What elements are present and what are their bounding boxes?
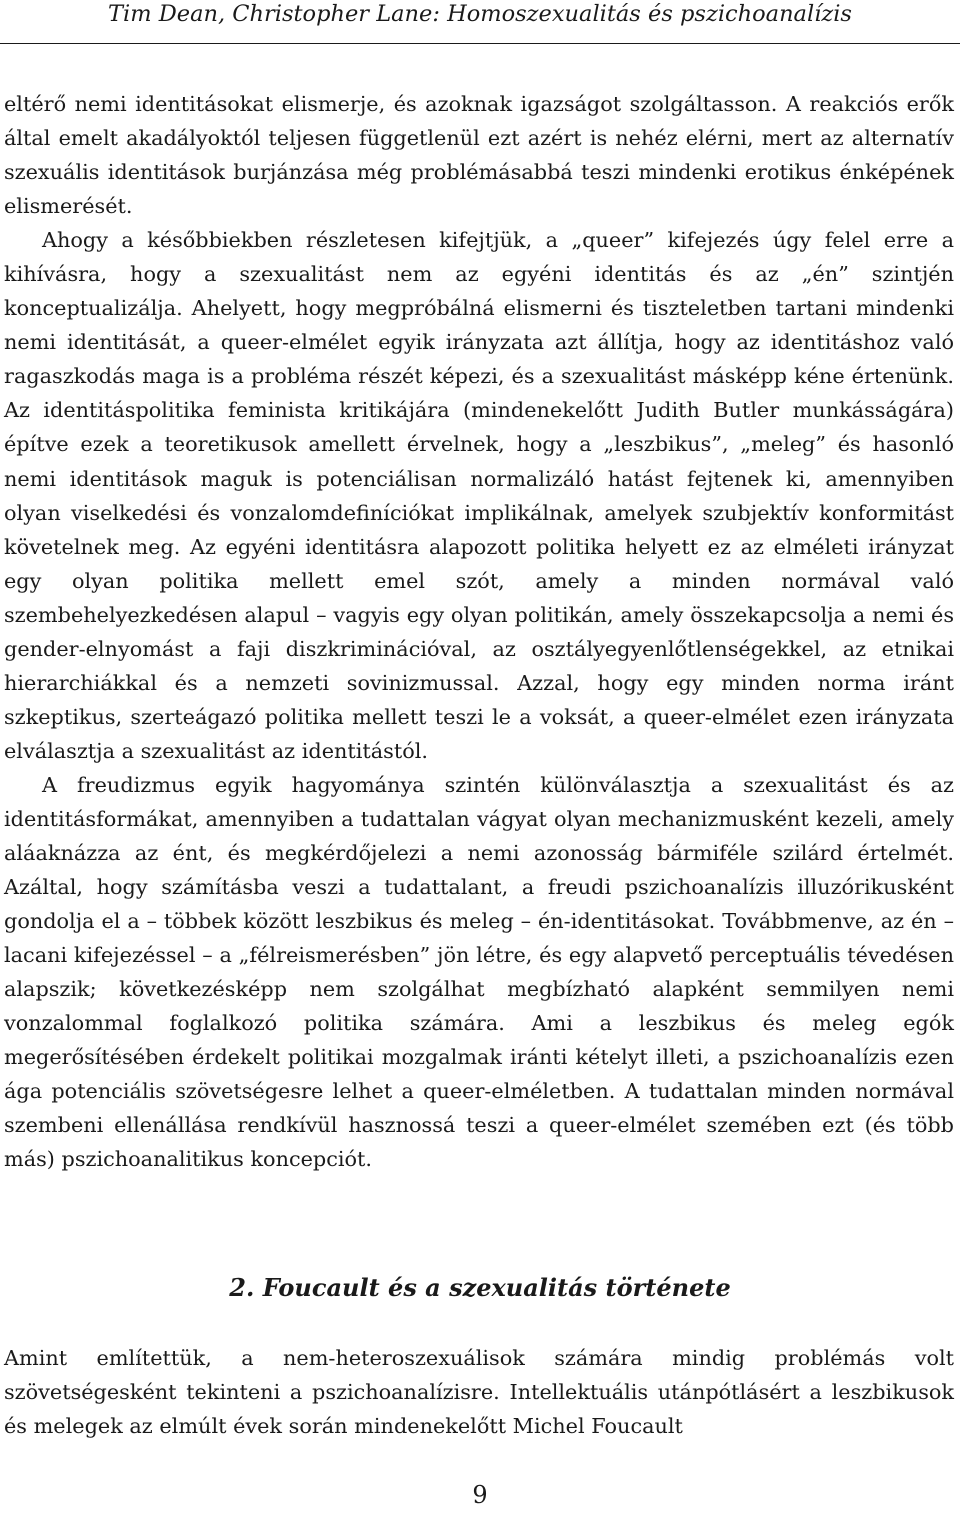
section-heading: 2. Foucault és a szexualitás története bbox=[229, 1273, 731, 1302]
body-text bbox=[4, 87, 954, 1177]
paragraph-foucault: Amint említettük, a nem-heteroszexuálisok számára mindig problémás volt szövetségesként tekinteni a pszichoanalízisre. Intellektuális utánpótlásért a leszbikusok és melegek az elmúlt évek során mindenekelőtt Michel Foucault bbox=[4, 1346, 954, 1439]
header-rule bbox=[0, 43, 960, 44]
paragraph-freudism: A freudizmus egyik hagyománya szintén különválasztja a szexualitást és az identitásformákat, amennyiben a tudattalan vágyat olyan mechanizmusként kezeli, amely aláaknázza az ént, és megkérdőjelezi a nemi azonosság bármiféle szilárd értelmét. Azáltal, hogy számításba veszi a tudattalant, a freudi pszichoanalízis illuzórikusként gondolja el a – többek között leszbikus és meleg – én-identitásokat. Továbbmenve, az én – lacani kifejezéssel – a „félreismerésben” jön létre, és egy alapvető perceptuális tévedésen alapszik; következésképp nem szolgálhat megbízható alapként semmilyen nemi vonzalommal foglalkozó politika számára. Ami a leszbikus és meleg egók megerősítésében érdekelt politikai mozgalmak iránti kételyt illeti, a pszichoanalízis ezen ága potenciális szövetségesre lelhet a queer-elméletben. A tudattalan minden normával szembeni ellenállása rendkívül hasznossá teszi a queer-elmélet szemében ezt (és több más) pszichoanalitikus koncepciót. bbox=[4, 772, 954, 1172]
paragraph-continuation: eltérő nemi identitásokat elismerje, és azoknak igazságot szolgáltasson. A reakciós erők által emelt akadályoktól teljesen függetlenül ezt azért is nehéz elérni, mert az alternatív szexuális identitások burjánzása még problémásabbá teszi mindenki erotikus énképének elismerését. bbox=[4, 92, 954, 219]
paragraph-queer: Ahogy a későbbiekben részletesen kifejtjük, a „queer” kifejezés úgy felel erre a kihívásra, hogy a szexualitást nem az egyéni identitás és az „én” szintjén konceptualizálja. Ahelyett, hogy megpróbálná elismerni és tiszteletben tartani mindenki nemi identitását, a queer-elmélet egyik irányzata azt állítja, hogy az identitáshoz való ragaszkodás maga is a probléma részét képezi, és a szexualitást másképp kéne értenünk. Az identitáspolitika feminista kritikájára (mindenekelőtt Judith Butler munkásságára) építve ezek a teoretikusok amellett érvelnek, hogy a „leszbikus”, „meleg” és hasonló nemi identitások maguk is potenciálisan normalizáló hatást fejtenek ki, amennyiben olyan viselkedési és vonzalomdefiníciókat implikálnak, amelyek szubjektív konformitást követelnek meg. Az egyéni identitásra alapozott politika helyett ez az elméleti irányzat egy olyan politika mellett emel szót, amely a minden normával való szembehelyezkedésen alapul – vagyis egy olyan politikán, amely összekapcsolja a nemi és gender-elnyomást a faji diszkriminációval, az osztályegyenlőtlenségekkel, az etnikai hierarchiákkal és a nemzeti sovinizmussal. Azzal, hogy egy minden norma iránt szkeptikus, szerteágazó politika mellett teszi le a voksát, a queer-elmélet ezen irányzata elválasztja a szexualitást az identitástól. bbox=[4, 228, 954, 763]
section-body-text bbox=[4, 1341, 954, 1443]
running-title: Tim Dean, Christopher Lane: Homoszexualitás és pszichoanalízis bbox=[108, 1, 852, 27]
page-number: 9 bbox=[472, 1481, 488, 1509]
